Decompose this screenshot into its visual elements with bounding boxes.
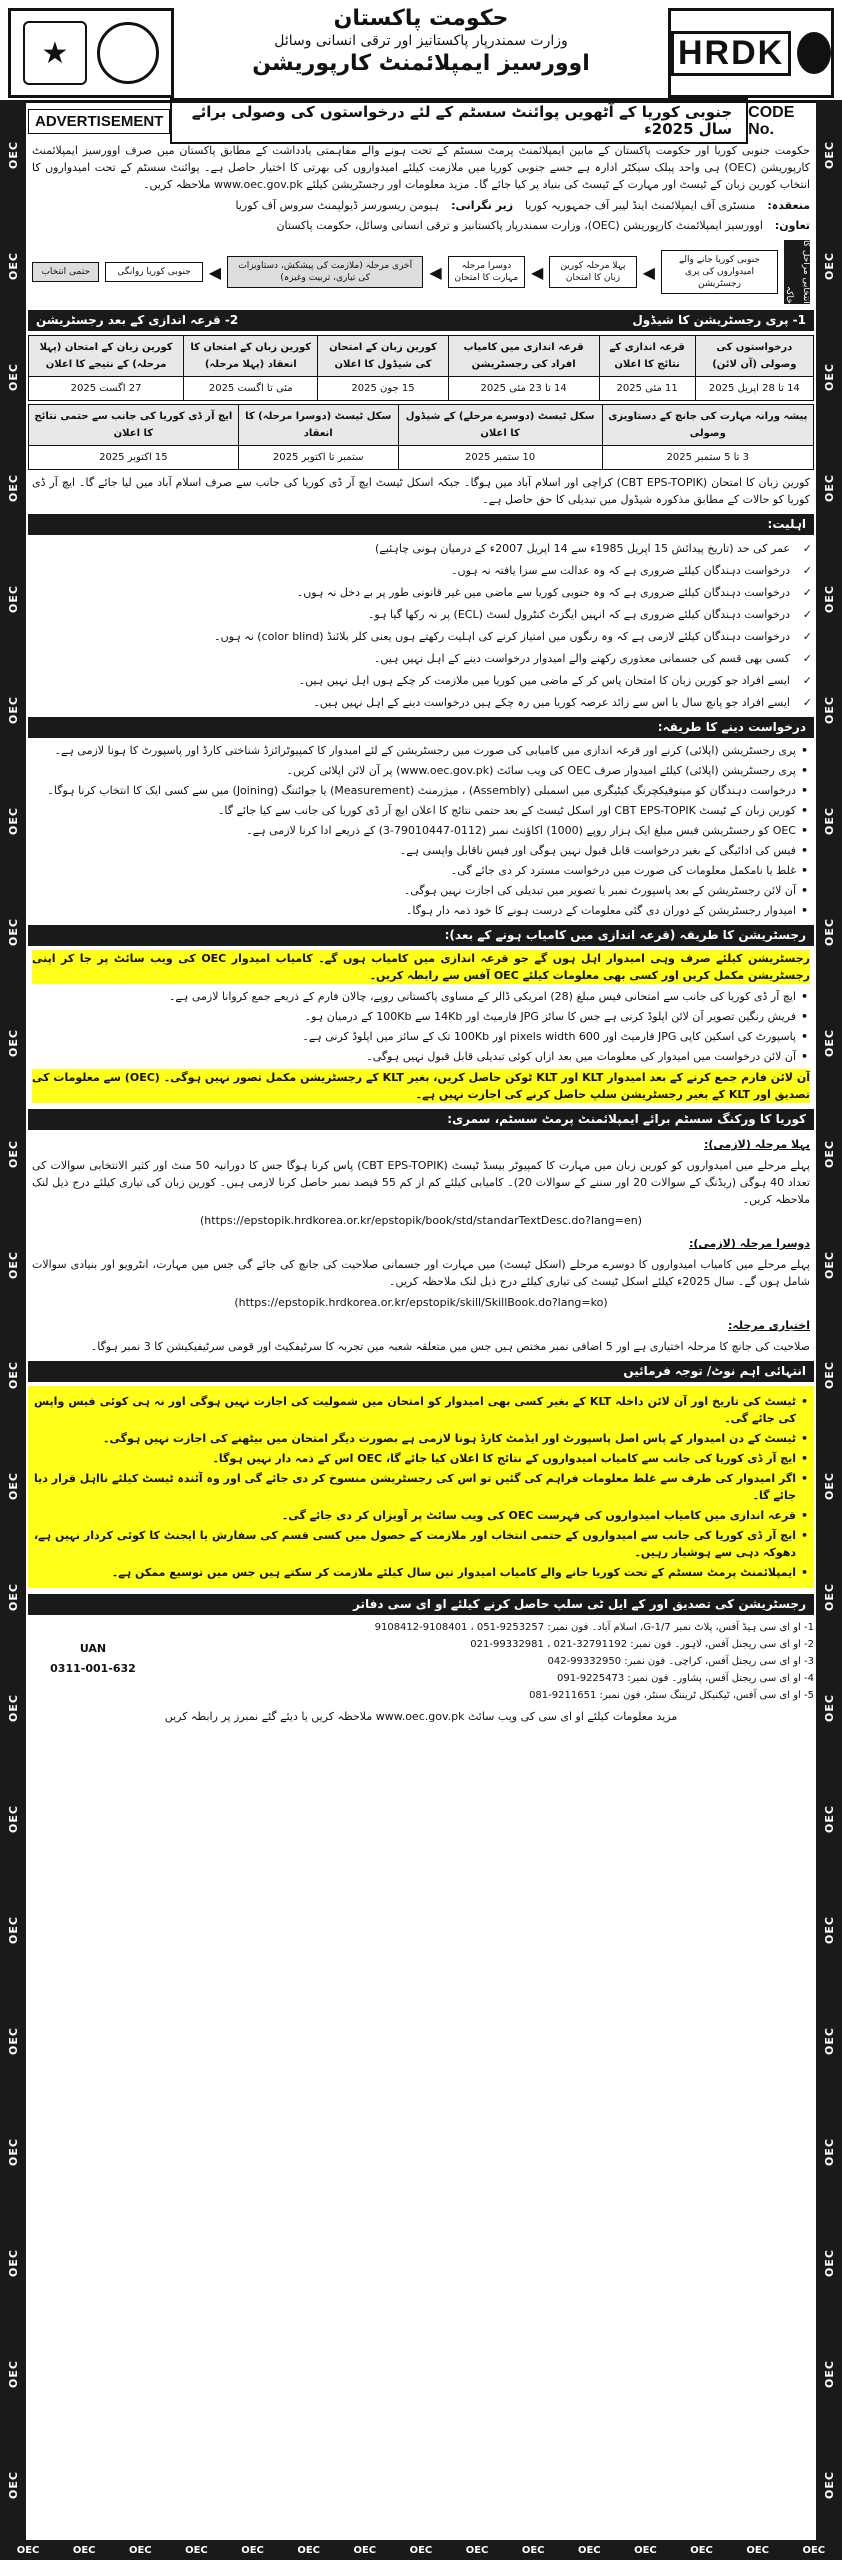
oec-border-text: OEC [822, 1472, 836, 1501]
oec-border-text: OEC [353, 2544, 377, 2556]
oec-border-text: OEC [185, 2544, 208, 2556]
flow-step: دوسرا مرحلہ مہارت کا امتحان [448, 256, 525, 288]
schedule-value-cell: 10 ستمبر 2025 [398, 446, 602, 470]
oec-border-text: OEC [6, 474, 20, 503]
important-item: • ٹیسٹ کے دن امیدوار کے پاس اصل پاسپورٹ اور ایڈمٹ کارڈ ہونا لازمی ہے بصورت دیگر امتحان میں بیٹھنے کی اجازت نہیں ہوگی۔ [34, 1430, 796, 1447]
schedule-table-2 [28, 404, 814, 470]
oec-border-text: OEC [6, 1139, 20, 1168]
eligibility-item: ✓ درخواست دہندگان کیلئے ضروری ہے کہ وہ جنوبی کوریا سے ماضی میں غیر قانونی طور پر بے دخل نہ ہوں۔ [34, 584, 794, 601]
arrow-left-icon: ◀ [642, 262, 655, 282]
oec-border-text: OEC [822, 696, 836, 724]
arrow-left-icon: ◀ [429, 262, 442, 282]
oec-border-text: OEC [6, 252, 20, 281]
offices-block [28, 1619, 814, 1704]
oec-border-text: OEC [6, 2248, 20, 2277]
eligibility-bar: اہلیت: [28, 514, 814, 535]
oec-border-text: OEC [822, 2248, 836, 2277]
schedule-value-cell: مئی تا اگست 2025 [184, 377, 318, 401]
eligibility-item: ✓ ایسے افراد جو پانچ سال یا اس سے زائد عرصہ کوریا میں رہ چکے ہیں درخواست دینے کے اہل نہیں ہیں۔ [34, 694, 794, 711]
hrdk-logo [668, 8, 834, 98]
hrdk-circle-icon [797, 32, 831, 74]
oec-border-text: OEC [634, 2544, 657, 2556]
advertisement-bar [28, 104, 814, 138]
arrow-left-icon: ◀ [208, 262, 221, 282]
schedule-header-cell: درخواستوں کی وصولی (آن لائن) [695, 336, 813, 377]
oec-border-text: OEC [822, 1139, 836, 1168]
important-list [28, 1386, 814, 1588]
oec-border-text: OEC [822, 2026, 836, 2055]
schedule-value-cell: 14 تا 23 مئی 2025 [448, 377, 599, 401]
important-item: • ایمپلائمنٹ پرمٹ سسٹم کے تحت کوریا جانے والے کامیاب امیدوار تین سال کیلئے ملازمت کر سکتے ہیں جس میں توسیع ممکن ہے۔ [34, 1564, 796, 1581]
header-titles [180, 6, 662, 76]
important-item: • قرعہ اندازی میں کامیاب امیدواروں کی فہرست OEC کی ویب سائٹ پر آویزاں کر دی جائے گی۔ [34, 1507, 796, 1524]
oec-border-text: OEC [822, 585, 836, 614]
oec-border-text: OEC [6, 1361, 20, 1390]
apply-item: • پری رجسٹریشن (اپلائی) کیلئے امیدوار صرف OEC کی ویب سائٹ (www.oec.gov.pk) پر آن لائن اپلائی کریں۔ [34, 762, 796, 779]
office-lines [158, 1619, 814, 1704]
schedule-value-cell: 15 جون 2025 [318, 377, 448, 401]
office-line: 1- او ای سی ہیڈ آفس، پلاٹ نمبر 1/7-G، اسلام آباد۔ فون نمبر: 9253257-051 ، 9108401-9108412 [374, 1622, 814, 1633]
ministry-seal-icon [97, 22, 159, 84]
important-bar: انتہائی اہم نوٹ/ توجہ فرمائیں [28, 1361, 814, 1382]
apply-list [28, 742, 814, 919]
oec-border-text: OEC [6, 585, 20, 614]
oec-border-text: OEC [6, 1028, 20, 1057]
schedule-header-cell: کورین زبان کے امتحان کا انعقاد (پہلا مرحلہ) [184, 336, 318, 377]
schedule-table-1 [28, 335, 814, 401]
schedule-title-1: 1- پری رجسٹریشن کا شیڈول [632, 313, 806, 327]
schedule-value-cell: ستمبر تا اکتوبر 2025 [238, 446, 398, 470]
oec-border-text: OEC [6, 1915, 20, 1944]
oec-border-text: OEC [16, 2544, 40, 2556]
eps-bar: کوریا کا ورکنگ سسٹم برائے ایمپلائمنٹ پرمٹ سسٹم، سمری: [28, 1109, 814, 1130]
oec-border-text: OEC [297, 2544, 321, 2556]
oec-border-text: OEC [6, 141, 20, 170]
eligibility-item: ✓ درخواست دہندگان کیلئے ضروری ہے کہ انہیں ایگزٹ کنٹرول لسٹ (ECL) پر نہ رکھا گیا ہو۔ [34, 606, 794, 623]
government-logo [8, 8, 174, 98]
hrdk-logo-text: HRDK [671, 31, 791, 76]
uan-box [28, 1619, 158, 1704]
flow-step: آخری مرحلہ (ملازمت کی پیشکش، دستاویزات کی تیاری، تربیت وغیرہ) [227, 256, 423, 288]
oec-border-text: OEC [822, 2470, 836, 2499]
selection-flow [32, 240, 810, 304]
office-line: 2- او ای سی ریجنل آفس، لاہور۔ فون نمبر: 32791192-021 ، 99332981-021 [470, 1639, 814, 1650]
oec-border-text: OEC [6, 806, 20, 835]
apply-item: • OEC کو رجسٹریشن فیس مبلغ ایک ہزار روپے (1000) اکاؤنٹ نمبر (0112-79010447-3) کے ذریعے ادا کرنا لازمی ہے۔ [34, 822, 796, 839]
apply-bar: درخواست دینے کا طریقہ: [28, 717, 814, 738]
main-content [28, 104, 814, 1729]
org-title: اوورسیز ایمپلائمنٹ کارپوریشن [252, 51, 590, 76]
oec-border-text: OEC [6, 2137, 20, 2166]
stage1-title: پہلا مرحلہ (لازمی): [703, 1138, 810, 1151]
oec-border-text: OEC [822, 474, 836, 503]
side-border-right [816, 100, 842, 2540]
schedule-title-2: 2- قرعہ اندازی کے بعد رجسٹریشن [36, 313, 239, 327]
stage3-text: صلاحیت کی جانچ کا مرحلہ اختیاری ہے اور 5 اضافی نمبر مختص ہیں جس میں متعلقہ شعبہ میں تجربہ کا سرٹیفکیٹ اور قومی سرٹیفیکیشن کا 3 نمبر ہوگا۔ [90, 1340, 810, 1353]
stage1-link[interactable]: (https://epstopik.hrdkorea.or.kr/epstopik/book/std/standarTextDesc.do?lang=en) [200, 1214, 642, 1227]
oec-border-text: OEC [822, 363, 836, 392]
office-line: 4- او ای سی ریجنل آفس، پشاور۔ فون نمبر: 9225473-091 [557, 1673, 814, 1684]
oec-border-text: OEC [822, 1805, 836, 1834]
pakistan-emblem-icon: ★ [23, 21, 87, 85]
stage1-text: پہلے مرحلے میں امیدواروں کو کورین زبان میں مہارت کا کمپیوٹر بیسڈ ٹیسٹ (CBT EPS-TOPIK) پاس کرنا ہوگا جس کا دورانیہ 50 منٹ اور کثیر الانتخابی سوالات کی تعداد 40 ہوگی (ریڈنگ کے سوالات 20 اور سننے کے سوالات 20)۔ کامیابی کیلئے کم از کم 55 فیصد نمبر حاصل کرنا لازمی ہیں۔ کورین زبان کی تیاری کیلئے درج ذیل لنک ملاحظہ کریں۔ [32, 1159, 810, 1206]
oec-border-text: OEC [822, 2137, 836, 2166]
cooperation-value: اوورسیز ایمپلائمنٹ کارپوریشن (OEC)، وزارت سمندرپار پاکستانیز و ترقی انسانی وسائل، حکومت پاکستان [276, 219, 763, 232]
arrow-left-icon: ◀ [531, 262, 544, 282]
oec-border-text: OEC [746, 2544, 770, 2556]
flow-side-label: انتخابی مراحل کا خاکہ [784, 240, 811, 304]
eligibility-item: ✓ درخواست دہندگان کیلئے لازمی ہے کہ وہ رنگوں میں امتیاز کرنے کی اہلیت رکھتے ہوں یعنی کلر بلائنڈ (color blind) نہ ہوں۔ [34, 628, 794, 645]
oec-border-text: OEC [6, 2359, 20, 2388]
eligibility-item: ✓ کسی بھی قسم کی جسمانی معذوری رکھنے والے امیدوار درخواست دینے کے اہل نہیں ہیں۔ [34, 650, 794, 667]
offices-bar: رجسٹریشن کی تصدیق اور کے ایل ٹی سلپ حاصل کرنے کیلئے او ای سی دفاتر [28, 1594, 814, 1615]
eligibility-item: ✓ ایسے افراد جو کورین زبان کا امتحان پاس کر کے ماضی میں کوریا میں ملازمت کر چکے ہوں اہل نہیں ہیں۔ [34, 672, 794, 689]
after-lottery-item: • پاسپورٹ کی اسکین کاپی JPG فارمیٹ اور 600 pixels width اور 100Kb تک کے سائز میں اپلوڈ کرنی ہے۔ [34, 1028, 796, 1045]
apply-item: • پری رجسٹریشن (اپلائی) کرنے اور قرعہ اندازی میں کامیابی کی صورت میں رجسٹریشن کے لئے امیدوار کا کمپیوٹرائزڈ شناختی کارڈ اور پاسپورٹ کا ہونا لازمی ہے۔ [34, 742, 796, 759]
oec-border-text: OEC [465, 2544, 489, 2556]
flow-step: پہلا مرحلہ کورین زبان کا امتحان [549, 256, 636, 288]
oec-border-text: OEC [822, 252, 836, 281]
header [0, 0, 842, 103]
schedule-header-cell: قرعہ اندازی کے نتائج کا اعلان [599, 336, 695, 377]
office-line: 3- او ای سی ریجنل آفس، کراچی۔ فون نمبر: 99332950-042 [547, 1656, 814, 1667]
oec-border-text: OEC [822, 141, 836, 170]
code-label: CODE No. [748, 104, 795, 138]
apply-item: • کورین زبان کے ٹیسٹ CBT EPS-TOPIK اور اسکل ٹیسٹ کے بعد حتمی نتائج کا اعلان ایچ آر ڈی کوریا کی جانب سے کیا جائے گا۔ [34, 802, 796, 819]
cooperation-label: تعاون: [774, 219, 810, 232]
schedule-value-cell: 3 تا 5 ستمبر 2025 [602, 446, 813, 470]
stage2-title: دوسرا مرحلہ (لازمی): [688, 1237, 810, 1250]
uan-label: UAN [79, 1642, 107, 1655]
schedule-bar [28, 310, 814, 331]
schedule-value-cell: 11 مئی 2025 [599, 377, 695, 401]
office-line: 5- او ای سی آفس، ٹیکنیکل ٹریننگ سنٹر، فون نمبر: 9211651-081 [529, 1690, 814, 1701]
oec-border-text: OEC [521, 2544, 545, 2556]
oec-border-text: OEC [6, 917, 20, 946]
oec-border-text: OEC [6, 1472, 20, 1501]
oec-border-text: OEC [822, 1028, 836, 1057]
supervision-label: زیر نگرانی: [451, 199, 514, 212]
oec-border-text: OEC [409, 2544, 433, 2556]
apply-item: • درخواست دہندگان کو مینوفیکچرنگ کیٹیگری میں اسمبلی (Assembly) ، میژرمنٹ (Measurement) یا جوائننگ (Joining) میں سے کسی ایک کا انتخاب کرنا ہوگا۔ [34, 782, 796, 799]
oec-border-text: OEC [6, 1583, 20, 1612]
after-lottery-highlight-1: رجسٹریشن کیلئے صرف وہی امیدوار اہل ہوں گے جو قرعہ اندازی میں کامیاب ہوں گے۔ کامیاب امیدوار OEC کی ویب سائٹ پر جا کر اپنی رجسٹریشن مکمل کریں اور کسی بھی معلومات کیلئے OEC آفس سے رابطہ کریں۔ [32, 952, 810, 982]
after-lottery-bar: رجسٹریشن کا طریقہ (قرعہ اندازی میں کامیاب ہونے کے بعد): [28, 925, 814, 946]
important-item: • ایچ آر ڈی کوریا کی جانب سے کامیاب امیدواروں کے نتائج کا اعلان کیا جائے گا، OEC اس کے ذمہ دار نہیں ہوگا۔ [34, 1450, 796, 1467]
schedule-header-cell: ایچ آر ڈی کوریا کی جانب سے حتمی نتائج کا اعلان [29, 405, 239, 446]
stage2-link[interactable]: (https://epstopik.hrdkorea.or.kr/epstopik/skill/SkillBook.do?lang=ko) [234, 1296, 608, 1309]
apply-item: • آن لائن رجسٹریشن کے بعد پاسپورٹ نمبر یا تصویر میں تبدیلی کی اجازت نہیں ہوگی۔ [34, 882, 796, 899]
flow-final: حتمی انتخاب [32, 262, 99, 282]
oec-border-text: OEC [822, 1361, 836, 1390]
important-item: • اگر امیدوار کی طرف سے غلط معلومات فراہم کی گئیں تو اس کی رجسٹریشن منسوخ کر دی جائے گی اور وہ آئندہ ٹیسٹ کیلئے نااہل قرار دیا جائے گا۔ [34, 1470, 796, 1504]
oec-border-text: OEC [822, 806, 836, 835]
side-border-left [0, 100, 26, 2540]
apply-item: • فیس کی ادائیگی کے بغیر درخواست قابل قبول نہیں ہوگی اور فیس ناقابل واپسی ہے۔ [34, 842, 796, 859]
stage3-title: اختیاری مرحلہ: [728, 1319, 810, 1332]
oec-border-text: OEC [690, 2544, 713, 2556]
schedule-note: کورین زبان کا امتحان (CBT EPS-TOPIK) کراچی اور اسلام آباد میں ہوگا۔ جبکہ اسکل ٹیسٹ ایچ آر ڈی کوریا کی جانب سے صرف اسلام آباد میں لیا جائے گا۔ ایچ آر ڈی کوریا کو حالات کے مطابق مذکورہ شیڈول میں تبدیلی کا حق حاصل ہے۔ [32, 476, 811, 506]
intro-paragraph: حکومت جنوبی کوریا اور حکومت پاکستان کے مابین ایمپلائمنٹ پرمٹ سسٹم کے تحت ہونے والے مفاہمتی یادداشت کے مطابق پاکستان میں صرف اوورسیز ایمپلائمنٹ کارپوریشن (OEC) ہی واحد پبلک سیکٹر ادارہ ہے جسے جنوبی کوریا میں ملازمت کیلئے امیدواروں کی بھرتی کا اختیار حاصل ہے۔ پوائنٹ سسٹم کے تحت امیدواروں کا انتخاب کورین زبان کے ٹیسٹ اور مہارت کے ٹیسٹ کی بنیاد پر کیا جائے گا۔ مزید معلومات اور رجسٹریشن کیلئے www.oec.gov.pk ملاحظہ کریں۔ [32, 144, 810, 191]
ministry-title: وزارت سمندرپار پاکستانیز اور ترقی انسانی وسائل [274, 33, 568, 49]
oec-border-text: OEC [6, 696, 20, 724]
oec-border-text: OEC [822, 1915, 836, 1944]
oec-border-text: OEC [822, 1694, 836, 1723]
oec-border-text: OEC [6, 1250, 20, 1279]
oec-border-text: OEC [6, 2470, 20, 2499]
oec-border-text: OEC [241, 2544, 264, 2556]
oec-border-text: OEC [822, 2359, 836, 2388]
oec-border-text: OEC [802, 2544, 826, 2556]
oec-border-text: OEC [577, 2544, 601, 2556]
oec-border-text: OEC [6, 1805, 20, 1834]
flow-step: جنوبی کوریا روانگی [105, 262, 202, 282]
stage2-text: پہلے مرحلے میں کامیاب امیدواروں کا دوسرے مرحلے (اسکل ٹیسٹ) میں مہارت اور جسمانی صلاحیت کی جانچ کی جائے گی جس میں مہارت، انٹرویو اور بنیادی سوالات شامل ہوں گے۔ سال 2025ء کیلئے اسکل ٹیسٹ کی تیاری کیلئے درج ذیل لنک ملاحظہ کریں۔ [32, 1258, 810, 1288]
organizer-label: منعقدہ: [767, 199, 810, 212]
oec-border-text: OEC [72, 2544, 96, 2556]
headline: جنوبی کوریا کے آٹھویں پوائنٹ سسٹم کے لئے درخواستوں کی وصولی برائے سال 2025ء [170, 98, 748, 144]
important-item: • ایچ آر ڈی کوریا کی جانب سے امیدواروں کے حتمی انتخاب اور ملازمت کے حصول میں کسی قسم کی سفارش یا ایجنٹ کا کوئی کردار نہیں ہے، دھوکہ دہی سے ہوشیار رہیں۔ [34, 1527, 796, 1561]
schedule-value-cell: 15 اکتوبر 2025 [29, 446, 239, 470]
schedule-value-cell: 14 تا 28 اپریل 2025 [695, 377, 813, 401]
schedule-header-cell: قرعہ اندازی میں کامیاب افراد کی رجسٹریشن [448, 336, 599, 377]
uan-number: 0311-001-632 [50, 1662, 136, 1675]
schedule-header-cell: سکل ٹیسٹ (دوسرا مرحلہ) کا انعقاد [238, 405, 398, 446]
after-lottery-item: • ایچ آر ڈی کوریا کی جانب سے امتحانی فیس مبلغ (28) امریکی ڈالر کے مساوی پاکستانی روپے، چالان فارم کے ذریعے جمع کروانا لازمی ہے۔ [34, 988, 796, 1005]
oec-border-text: OEC [822, 917, 836, 946]
apply-item: • غلط یا نامکمل معلومات کی صورت میں درخواست مسترد کر دی جائے گی۔ [34, 862, 796, 879]
supervision-value: ہیومن ریسورسز ڈیولپمنٹ سروس آف کوریا [235, 199, 440, 212]
after-lottery-highlight-2: آن لائن فارم جمع کرنے کے بعد امیدوار KLT اور KLT ٹوکن حاصل کریں، بغیر KLT کے رجسٹریشن مکمل تصور نہیں ہوگی۔ (OEC) سے معلومات کی تصدیق اور KLT کے بغیر رجسٹریشن سلپ حاصل کرنے کی اجازت نہیں ہے۔ [32, 1071, 810, 1101]
apply-item: • امیدوار رجسٹریشن کے دوران دی گئی معلومات کے درست ہونے کا خود ذمہ دار ہوگا۔ [34, 902, 796, 919]
cooperation-row [32, 217, 810, 234]
oec-border-text: OEC [822, 1250, 836, 1279]
flow-step: جنوبی کوریا جانے والے امیدواروں کی پری رجسٹریشن [661, 250, 778, 294]
after-lottery-item: • آن لائن درخواست میں امیدوار کی معلومات میں بعد ازاں کوئی تبدیلی قابل قبول نہیں ہوگی۔ [34, 1048, 796, 1065]
oec-border-text: OEC [6, 363, 20, 392]
schedule-header-cell: کورین زبان کے امتحان کی شیڈول کا اعلان [318, 336, 448, 377]
oec-border-text: OEC [6, 2026, 20, 2055]
schedule-header-cell: پیشہ ورانہ مہارت کی جانچ کے دستاویزی وصولی [602, 405, 813, 446]
organizer-row [32, 197, 810, 214]
oec-border-text: OEC [128, 2544, 152, 2556]
schedule-header-cell: سکل ٹیسٹ (دوسرے مرحلے) کے شیڈول کا اعلان [398, 405, 602, 446]
schedule-value-cell: 27 اگست 2025 [29, 377, 184, 401]
organizer-value: منسٹری آف ایمپلائمنٹ اینڈ لیبر آف جمہوریہ کوریا [525, 199, 756, 212]
oec-border-text: OEC [6, 1694, 20, 1723]
after-lottery-item: • فریش رنگین تصویر آن لائن اپلوڈ کرنی ہے جس کا سائز JPG فارمیٹ اور 14Kb سے 100Kb کے درمیان ہو۔ [34, 1008, 796, 1025]
bottom-border [0, 2540, 842, 2560]
important-item: • ٹیسٹ کی تاریخ اور آن لائن داخلہ KLT کے بغیر کسی بھی امیدوار کو امتحان میں شمولیت کی اجازت نہیں ہوگی اور نہ ہی کوئی فیس واپس کی جائے گی۔ [34, 1393, 796, 1427]
gov-title: حکومت پاکستان [333, 6, 509, 31]
oec-border-text: OEC [822, 1583, 836, 1612]
footer-line: مزید معلومات کیلئے او ای سی کی ویب سائٹ www.oec.gov.pk ملاحظہ کریں یا دیئے گئے نمبرز پر رابطہ کریں [164, 1710, 678, 1723]
schedule-header-cell: کورین زبان کے امتحان (پہلا مرحلہ) کے نتیجے کا اعلان [29, 336, 184, 377]
after-lottery-list [28, 988, 814, 1065]
eligibility-item: ✓ درخواست دہندگان کیلئے ضروری ہے کہ وہ عدالت سے سزا یافتہ نہ ہوں۔ [34, 562, 794, 579]
eligibility-list [28, 540, 814, 711]
eligibility-item: ✓ عمر کی حد (تاریخ پیدائش 15 اپریل 1985ء سے 14 اپریل 2007ء کے درمیان ہونی چاہئیے) [34, 540, 794, 557]
advertisement-label: ADVERTISEMENT [28, 109, 170, 134]
